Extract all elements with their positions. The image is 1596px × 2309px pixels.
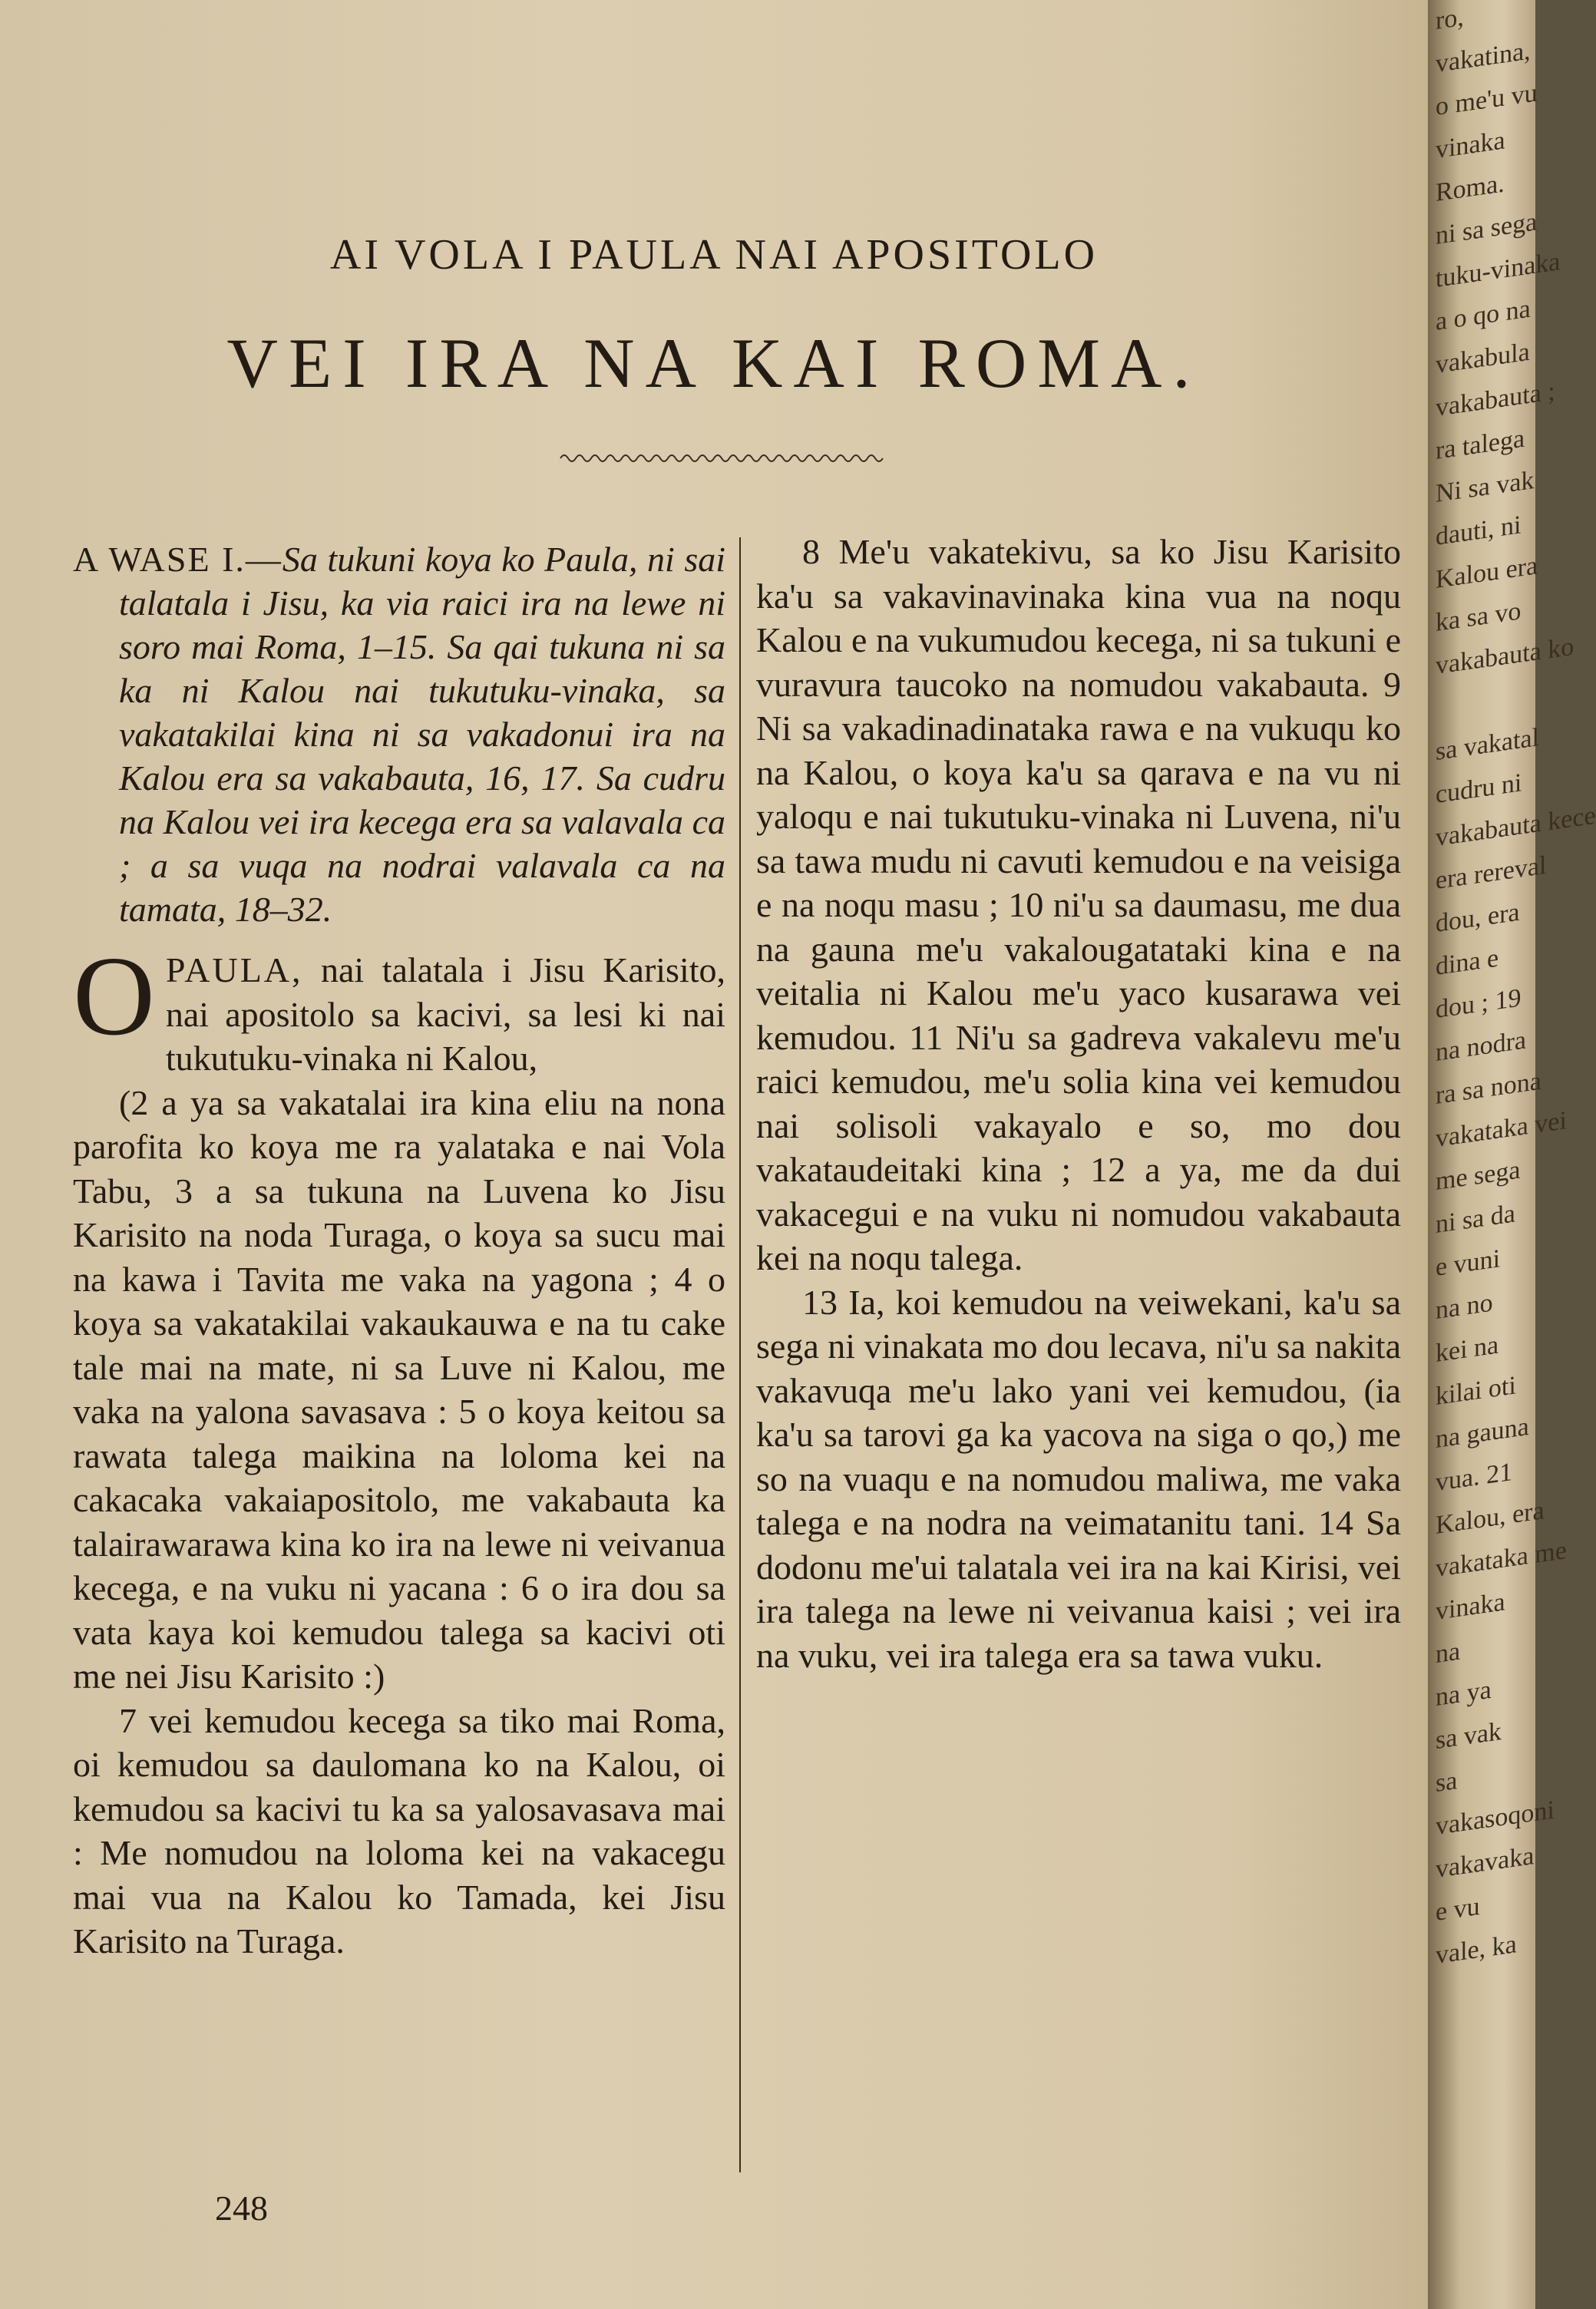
chapter-heading: A WASE I.— — [73, 540, 283, 579]
facing-page-fragment: vale, ka — [1436, 1930, 1517, 1970]
verse-paragraph-13: 13 Ia, koi kemudou na veiwekani, ka'u sa sega ni vinakata mo dou lecava, ni'u sa nakita vakavuqa me'u lako yani vei kemudou, (ia ka'u sa tarovi ga ka yacova na siga o qo,) me so na vuaqu e na nomudou maliwa, me vaka talega e na nodra na veimatanitu tani. 14 Sa dodonu me'ui talatala vei ira na kai Kirisi, vei ira talega na lewe ni veivanua kaisi ; vei ira na vuku, vei ira talega era sa tawa vuku. — [756, 1282, 1401, 1675]
facing-page-fragment: vakataka vei — [1436, 1105, 1567, 1153]
facing-page-fragment: vakavaka — [1436, 1841, 1535, 1884]
facing-page-fragment: vakabula — [1436, 337, 1530, 379]
chapter-summary — [73, 537, 725, 931]
facing-page-fragment: na gauna — [1436, 1412, 1529, 1454]
facing-page-fragment: e vu — [1436, 1891, 1480, 1927]
left-column — [73, 537, 725, 1964]
facing-page-fragment: sa vakatal — [1436, 723, 1539, 766]
ornamental-rule — [560, 449, 883, 467]
title-line-2: VEI IRA NA KAI ROMA. — [226, 324, 1201, 402]
facing-page-fragment: vakabauta ; — [1436, 377, 1555, 422]
facing-page-fragment: cudru ni — [1436, 768, 1522, 809]
facing-page-edge — [1428, 0, 1596, 2309]
facing-page-fragment: vakataka me — [1436, 1535, 1567, 1583]
verse-paragraph-8: 8 Me'u vakatekivu, sa ko Jisu Karisito ka'u sa vakavinavinaka kina vua na noqu Kalou e na vukumudou kecega, ni sa tukuni e vuravura taucoko na nomudou vakabauta. 9 Ni sa vakadinadinataka rawa e na vukuqu ko na Kalou, o koya ka'u sa qarava e na vu ni yaloqu e nai tukutuku-vinaka ni Luvena, ni'u sa tawa mudu ni cavuti kemudou e na veisiga e na noqu masu ; 10 ni'u sa daumasu, me dua na gauna me'u vakalougatataki kina e na veitalia ni Kalou me'u yaco kusarawa vei kemudou. 11 Ni'u sa gadreva vakalevu me'u raici kemudou, me'u solia kina vei kemudou nai solisoli vakayalo e so, mo dou vakataudeitaki kina ; 12 a ya, me da dui vakacegui e na vuku ni nomudou vakabauta kei na noqu talega. — [756, 532, 1401, 1277]
facing-page-fragment: na — [1436, 1637, 1461, 1669]
facing-page-fragment: kei na — [1436, 1330, 1499, 1368]
title-line-1: AI VOLA I PAULA NAI APOSITOLO — [329, 231, 1099, 279]
facing-page-fragment: ra talega — [1436, 424, 1525, 465]
opening-paragraph — [73, 933, 725, 1081]
verse-paragraph-2: (2 a ya sa vakatalai ira kina eliu na nona parofita ko koya me ra yalataka e nai Vola Tabu, 3 a sa tukuna na Luvena ko Jisu Karisito na noda Turaga, o koya sa sucu mai na kawa i Tavita me vaka na yagona ; 4 o koya sa vakatakilai vakaukauwa e na tu cake tale mai na mate, ni sa Luve ni Kalou, me vaka na yalona savasava : 5 o koya keitou sa rawata talega maikina na loloma kei na cakacaka vakaiapositolo, me vakabauta ka talairawarawa kina ko ira na lewe ni veivanua kecega, e na vuku ni yacana : 6 o ira dou sa vata kaya koi kemudou talega sa kacivi oti me nei Jisu Karisito :) — [73, 1082, 725, 1696]
page-number: 248 — [215, 2188, 268, 2228]
facing-page-fragment: vakabauta ko — [1436, 632, 1575, 680]
facing-page-fragment: Roma. — [1436, 169, 1505, 207]
facing-page-fragment: dou, era — [1436, 897, 1520, 938]
facing-page-fragment: kilai oti — [1436, 1371, 1516, 1411]
facing-page-fragment: Kalou era — [1436, 551, 1538, 594]
facing-page-fragment: Ni sa vak — [1436, 465, 1535, 508]
facing-page-fragment: ni sa sega — [1436, 207, 1538, 250]
facing-page-fragment: ra sa nona — [1436, 1066, 1541, 1110]
verse-paragraph-7: 7 vei kemudou kecega sa tiko mai Roma, oi kemudou sa daulomana ko na Kalou, oi kemudou sa kacivi tu ka sa yalosavasava mai : Me nomudou na loloma kei na vakacegu mai vua na Kalou ko Tamada, kei Jisu Karisito na Turaga. — [73, 1700, 725, 1961]
facing-page-fragment: dina e — [1436, 943, 1499, 981]
facing-page-fragment: dou ; 19 — [1436, 983, 1522, 1024]
facing-page-fragment: ni sa da — [1436, 1199, 1515, 1239]
facing-page-fragment: a o qo na — [1436, 294, 1531, 336]
facing-page-fragment: na ya — [1436, 1675, 1492, 1712]
facing-page-fragment: me sega — [1436, 1155, 1521, 1196]
facing-page-fragment: ka sa vo — [1436, 596, 1522, 637]
facing-page-fragment: vinaka — [1436, 1587, 1505, 1626]
facing-page-fragment: Kalou, era — [1436, 1496, 1545, 1540]
summary-text: Sa tukuni koya ko Paula, ni sai talatala i Jisu, ka via raici ira na lewe ni soro mai Roma, 1–15. Sa qai tukuna ni sa ka ni Kalou nai tukutuku-vinaka, sa vakatakilai kina ni sa vakadonui ira na Kalou era sa vakabauta, 16, 17. Sa cudru na Kalou vei ira kecega era sa valavala ca ; a sa vuqa na nodrai valavala ca na tamata, 18–32. — [119, 540, 725, 929]
facing-page-fragment: tuku-vinaka — [1436, 247, 1561, 293]
facing-page-fragment: vua. 21 — [1436, 1457, 1513, 1497]
facing-page-fragments — [1436, 0, 1596, 1977]
facing-page-fragment: na nodra — [1436, 1026, 1527, 1067]
column-divider — [739, 537, 741, 2172]
facing-page-fragment: e vuni — [1436, 1244, 1501, 1282]
facing-page-fragment: sa — [1436, 1766, 1458, 1798]
right-column — [756, 530, 1401, 1677]
facing-page-fragment: sa vak — [1436, 1716, 1502, 1755]
facing-page-fragment: vakasoqoni — [1436, 1795, 1555, 1841]
facing-page-fragment: vakatina, — [1436, 36, 1531, 78]
facing-page-fragment: o me'u vu — [1436, 78, 1538, 121]
drop-cap: O — [73, 933, 155, 1059]
opening-smallcaps: PAULA, — [165, 950, 303, 989]
facing-page-fragment: vinaka — [1436, 126, 1505, 164]
facing-page-fragment: vakabauta kece — [1436, 801, 1596, 852]
opening-text: nai talatala i Jisu Karisito, nai apositolo sa kacivi, sa lesi ki nai tukutuku-vinaka ni Kalou, — [165, 950, 725, 1078]
facing-page-fragment: era rereval — [1436, 851, 1547, 895]
facing-page-fragment: na no — [1436, 1288, 1493, 1325]
facing-page-fragment: dauti, ni — [1436, 510, 1522, 551]
facing-page-fragment: ro, — [1436, 2, 1464, 35]
